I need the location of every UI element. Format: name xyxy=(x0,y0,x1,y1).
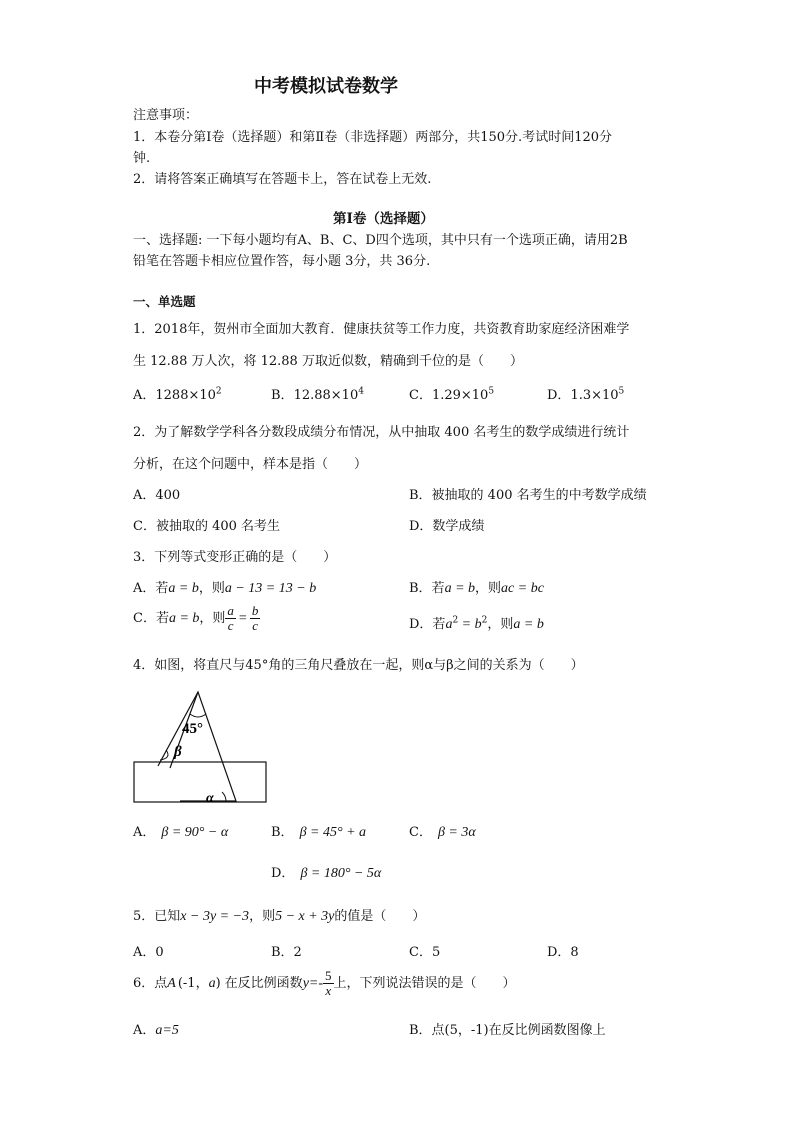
q3-a-cond: a = b xyxy=(168,581,199,596)
q1-a-exp: 2 xyxy=(215,386,222,397)
q1-option-b[interactable] xyxy=(271,384,364,403)
part1-intro-line-1: 一、选择题: 一下每小题均有A、B、C、D四个选项，其中只有一个选项正确，请用2B xyxy=(133,233,628,248)
q4-a-label: A． xyxy=(133,825,156,840)
exam-title: 中考模拟试卷数学 xyxy=(254,76,398,97)
q3-d-mid: ，则 xyxy=(487,617,514,632)
q6-stem-coord: (-1， xyxy=(177,976,209,991)
q2-option-a[interactable]: A．400 xyxy=(133,488,181,503)
q1-c-exp: 5 xyxy=(488,386,495,397)
q3-d-exp-2: 2 xyxy=(481,615,488,626)
q2-option-c[interactable]: C．被抽取的 400 名考生 xyxy=(133,519,281,534)
q1-stem-line-2: 生 12.88 万人次，将 12.88 万取近似数，精确到千位的是（ ） xyxy=(133,354,523,369)
q6-stem-mid: 在反比例函数 xyxy=(224,976,303,991)
q1-a-base: 1288×10 xyxy=(155,388,216,403)
q3-d-cond-a: a xyxy=(445,617,453,632)
q5-stem-post: 的值是（ ） xyxy=(334,909,426,924)
q3-b-cond: a = b xyxy=(444,581,476,596)
q1-d-exp: 5 xyxy=(618,386,625,397)
ruler-triangle-figure xyxy=(130,688,270,806)
notice-line-1-cont: 钟. xyxy=(133,151,151,166)
q1-a-label: A． xyxy=(133,388,156,403)
notice-line-2: 2．请将答案正确填写在答题卡上，答在试卷上无效. xyxy=(133,172,432,187)
q1-stem-line-1: 1．2018年，贺州市全面加大教育．健康扶贫等工作力度，共资教育助家庭经济困难学 xyxy=(133,322,630,337)
q3-d-cond-eq: = b xyxy=(458,617,482,632)
q6-a-expr: a=5 xyxy=(155,1023,179,1038)
q4-d-expr: β = 180° − 5α xyxy=(300,866,382,881)
q5-stem-eq: x − 3y = −3 xyxy=(180,909,250,924)
q4-option-c[interactable] xyxy=(409,821,476,841)
q4-c-expr: β = 3α xyxy=(437,825,476,840)
q4-option-d[interactable] xyxy=(271,862,381,882)
q3-c-eq: = xyxy=(238,611,247,626)
q5-stem-expr: 5 − x + 3y xyxy=(275,909,335,924)
q6-stem-pre: 6．点 xyxy=(133,976,168,991)
q2-option-b[interactable]: B．被抽取的 400 名考生的中考数学成绩 xyxy=(409,488,647,503)
label-alpha: α xyxy=(206,791,214,806)
q4-c-label: C． xyxy=(409,825,432,840)
q3-a-result: a − 13 = 13 − b xyxy=(224,581,317,596)
q6-a-label: A． xyxy=(133,1023,156,1038)
q3-option-a[interactable] xyxy=(133,577,316,597)
q1-b-exp: 4 xyxy=(358,386,364,397)
notice-line-1: 1．本卷分第Ⅰ卷（选择题）和第Ⅱ卷（非选择题）两部分，共150分.考试时间120分 xyxy=(133,130,613,145)
q6-option-b[interactable]: B．点(5，-1)在反比例函数图像上 xyxy=(409,1023,606,1038)
q3-b-result: ac = bc xyxy=(501,581,544,596)
section-label: 一、单选题 xyxy=(133,294,196,309)
q4-option-a[interactable] xyxy=(133,821,228,841)
angle-arc-alpha xyxy=(222,792,226,801)
q2-stem-line-2: 分析，在这个问题中，样本是指（ ） xyxy=(133,457,368,472)
q3-c-cond: a = b xyxy=(168,611,200,626)
q1-b-label: B． xyxy=(271,388,294,403)
q3-c-frac-right: $\frac{b}{c}$ xyxy=(251,603,259,633)
q3-option-b[interactable] xyxy=(409,577,544,597)
q1-d-base: 1.3×10 xyxy=(570,388,619,403)
triangle-outline xyxy=(158,692,236,801)
label-45: 45° xyxy=(182,721,203,737)
q4-stem: 4．如图，将直尺与45°角的三角尺叠放在一起，则α与β之间的关系为（ ） xyxy=(133,658,584,673)
q4-b-expr: β = 45° + a xyxy=(299,825,367,840)
q2-stem-line-1: 2．为了解数学学科各分数段成绩分布情况，从中抽取 400 名考生的数学成绩进行统计 xyxy=(133,425,630,440)
q3-d-result: a = b xyxy=(513,617,544,632)
q1-d-label: D． xyxy=(547,388,571,403)
q1-b-base: 12.88×10 xyxy=(293,388,359,403)
q5-stem-pre: 5．已知 xyxy=(133,909,181,924)
q4-d-label: D． xyxy=(271,866,295,881)
q1-c-base: 1.29×10 xyxy=(431,388,489,403)
q3-a-pre: A．若 xyxy=(133,581,169,596)
part1-intro-line-2: 铅笔在答题卡相应位置作答，每小题 3分，共 36分. xyxy=(133,254,431,269)
q2-option-d[interactable]: D．数学成绩 xyxy=(409,519,485,534)
q4-b-label: B． xyxy=(271,825,294,840)
notice-heading: 注意事项： xyxy=(133,108,199,123)
q6-stem-close: ) xyxy=(215,976,221,991)
q1-option-d[interactable] xyxy=(547,384,624,403)
q4-a-expr: β = 90° − α xyxy=(161,825,229,840)
q4-option-b[interactable] xyxy=(271,821,366,841)
q1-option-a[interactable] xyxy=(133,384,222,403)
q3-d-exp-1: 2 xyxy=(452,615,459,626)
q6-stem xyxy=(133,969,516,998)
q6-stem-fraction: $\frac{5}{x}$ xyxy=(325,968,332,998)
q5-option-a[interactable]: A．0 xyxy=(133,945,164,960)
q5-stem-mid: ，则 xyxy=(249,909,276,924)
q5-option-c[interactable]: C．5 xyxy=(409,945,441,960)
q3-c-pre: C．若 xyxy=(133,611,169,626)
q1-c-label: C． xyxy=(409,388,432,403)
q6-stem-y: y=- xyxy=(302,976,324,991)
q5-option-b[interactable]: B．2 xyxy=(271,945,302,960)
q6-stem-point: A xyxy=(167,976,176,991)
q3-c-mid: ，则 xyxy=(199,611,226,626)
q1-option-c[interactable] xyxy=(409,384,494,403)
label-beta: β xyxy=(174,744,182,760)
q3-b-mid: ，则 xyxy=(475,581,502,596)
q6-option-a[interactable] xyxy=(133,1019,179,1039)
q3-option-d[interactable] xyxy=(409,613,544,633)
part1-title: 第I卷（选择题） xyxy=(333,211,434,227)
q3-b-pre: B．若 xyxy=(409,581,445,596)
ruler-rect xyxy=(134,762,266,802)
q3-d-pre: D．若 xyxy=(409,617,446,632)
q3-option-c[interactable] xyxy=(133,604,260,633)
q3-c-frac-left: $\frac{a}{c}$ xyxy=(227,603,234,633)
q5-stem xyxy=(133,905,425,925)
q3-stem: 3．下列等式变形正确的是（ ） xyxy=(133,550,337,565)
q3-a-mid: ，则 xyxy=(198,581,225,596)
q6-stem-post: 上，下列说法错误的是（ ） xyxy=(333,976,516,991)
angle-arc-45 xyxy=(190,714,206,717)
q5-option-d[interactable]: D．8 xyxy=(547,945,579,960)
q6-stem-a: a xyxy=(208,976,216,991)
